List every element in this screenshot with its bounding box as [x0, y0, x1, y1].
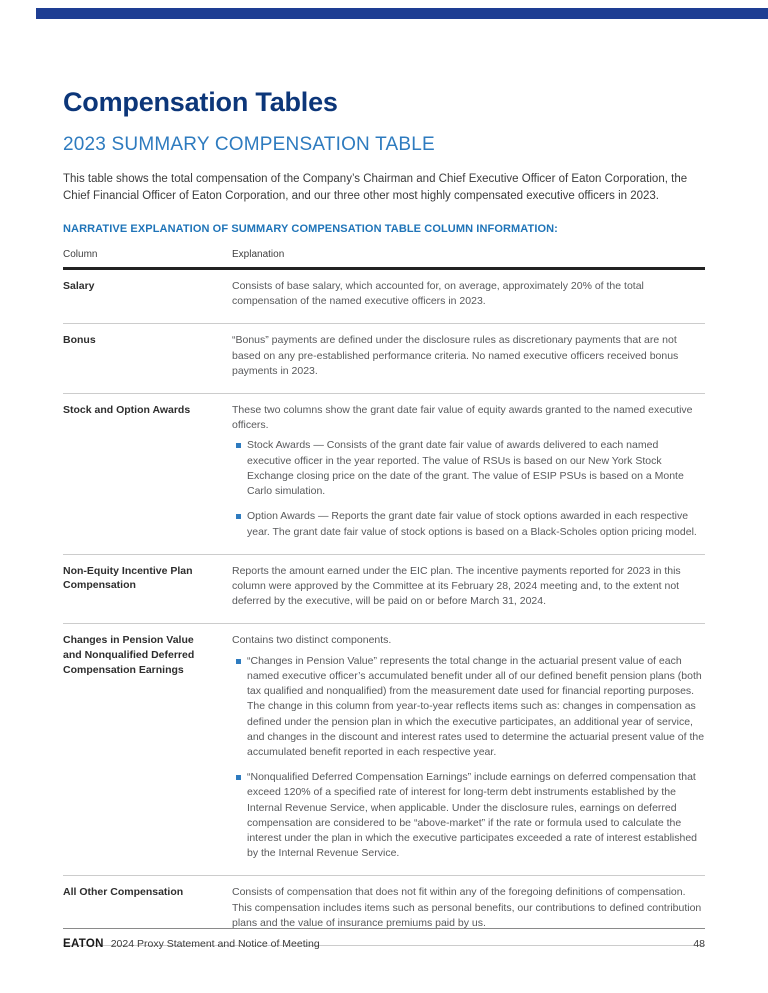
column-header: Column — [63, 248, 98, 260]
page-number: 48 — [693, 938, 705, 950]
table-header-row — [63, 249, 705, 270]
page-footer — [63, 928, 705, 950]
page-content — [63, 0, 705, 946]
bullet-square-icon — [236, 514, 241, 519]
table-row-stock-option-awards — [63, 394, 705, 555]
section-heading: 2023 SUMMARY COMPENSATION TABLE — [63, 134, 435, 156]
row-label: All Other Compensation — [63, 886, 184, 899]
bullet-item — [232, 438, 705, 499]
row-explanation — [232, 564, 705, 610]
row-label: Stock and Option Awards — [63, 404, 191, 417]
explanation-paragraph: Contains two distinct components. — [232, 634, 392, 647]
row-explanation — [232, 633, 705, 861]
narrative-table — [63, 249, 705, 946]
explanation-paragraph: Consists of compensation that does not fit within any of the foregoing definitions of compensation. This compensation includes items such as personal benefits, our contributions to defined contribution plans and the value of insurance premiums paid by us. — [232, 886, 702, 929]
table-row-bonus — [63, 324, 705, 394]
row-explanation — [232, 279, 705, 309]
bullet-text: Stock Awards — Consists of the grant date fair value of awards delivered to each named executive officer in the year reported. The value of RSUs is based on our New York Stock Exchange closing price on the date of the grant. The value of ESIP PSUs is based on a Monte Carlo simulation. — [247, 439, 684, 498]
row-label: Bonus — [63, 334, 96, 347]
bullet-item — [232, 770, 705, 861]
bullet-square-icon — [236, 443, 241, 448]
row-label: Changes in Pension Value and Nonqualified Deferred Compensation Earnings — [63, 634, 195, 676]
table-row-non-equity-incentive — [63, 555, 705, 625]
row-label: Salary — [63, 279, 95, 292]
explanation-paragraph: These two columns show the grant date fair value of equity awards granted to the named executive officers. — [232, 404, 693, 432]
row-explanation — [232, 333, 705, 379]
footer-text: 2024 Proxy Statement and Notice of Meeting — [110, 938, 320, 950]
bullet-text: “Nonqualified Deferred Compensation Earnings” include earnings on deferred compensation that exceed 120% of a specified rate of interest for long-term debt instruments established by the Internal Revenue Service, when applicable. Under the disclosure rules, earnings on deferred compensation are considered to be “above-market” if the rate or formula used to calculate the interest under the plan in which the executive participates exceeded a rate of interest established by the Internal Revenue Service. — [247, 771, 698, 860]
bullet-square-icon — [236, 775, 241, 780]
row-explanation — [232, 403, 705, 540]
narrative-explanation-heading: NARRATIVE EXPLANATION OF SUMMARY COMPENSATION TABLE COLUMN INFORMATION: — [63, 222, 558, 235]
bullet-text: Option Awards — Reports the grant date fair value of stock options awarded in each respective year. The grant date fair value of stock options is based on a Black-Scholes option pricing model. — [247, 510, 697, 538]
intro-paragraph: This table shows the total compensation of the Company’s Chairman and Chief Executive Officer of Eaton Corporation, the Chief Financial Officer of Eaton Corporation, and our three other most highly compensated executive officers in 2023. — [63, 173, 688, 203]
bullet-text: “Changes in Pension Value” represents the total change in the actuarial present value of each named executive officer’s accumulated benefit under all of our defined benefit pension plans (both tax qualified and nonqualified) from the measurement date used for financial reporting purposes. The change in this column from year-to-year reflects items such as: changes in compensation as defined under the pension plan in which the executive participates, an additional year of service, and changes in the discount and interest rates used to determine the actuarial present value of the accumulated benefit reported in each respective year. — [247, 654, 705, 758]
bullet-square-icon — [236, 659, 241, 664]
row-explanation — [232, 885, 705, 931]
bullet-item — [232, 509, 705, 539]
explanation-header: Explanation — [232, 248, 285, 260]
table-row-pension-value-changes — [63, 624, 705, 876]
table-row-salary — [63, 270, 705, 324]
explanation-paragraph: Consists of base salary, which accounted for, on average, approximately 20% of the total compensation of the named executive officers in 2023. — [232, 279, 644, 308]
bullet-item — [232, 654, 705, 761]
row-label: Non-Equity Incentive Plan Compensation — [63, 564, 193, 592]
footer-brand: EATON — [63, 938, 104, 950]
explanation-paragraph: Reports the amount earned under the EIC plan. The incentive payments reported for 2023 in this column were approved by the Committee at its February 28, 2024 meeting and, to the extent not deferred by the executive, will be paid on or before March 31, 2024. — [232, 564, 681, 608]
footer-left — [63, 938, 320, 950]
page-title: Compensation Tables — [63, 87, 338, 117]
explanation-paragraph: “Bonus” payments are defined under the disclosure rules as discretionary payments that are not based on any pre-established performance criteria. No named executive officers received bonus payments in 2023. — [232, 334, 679, 377]
